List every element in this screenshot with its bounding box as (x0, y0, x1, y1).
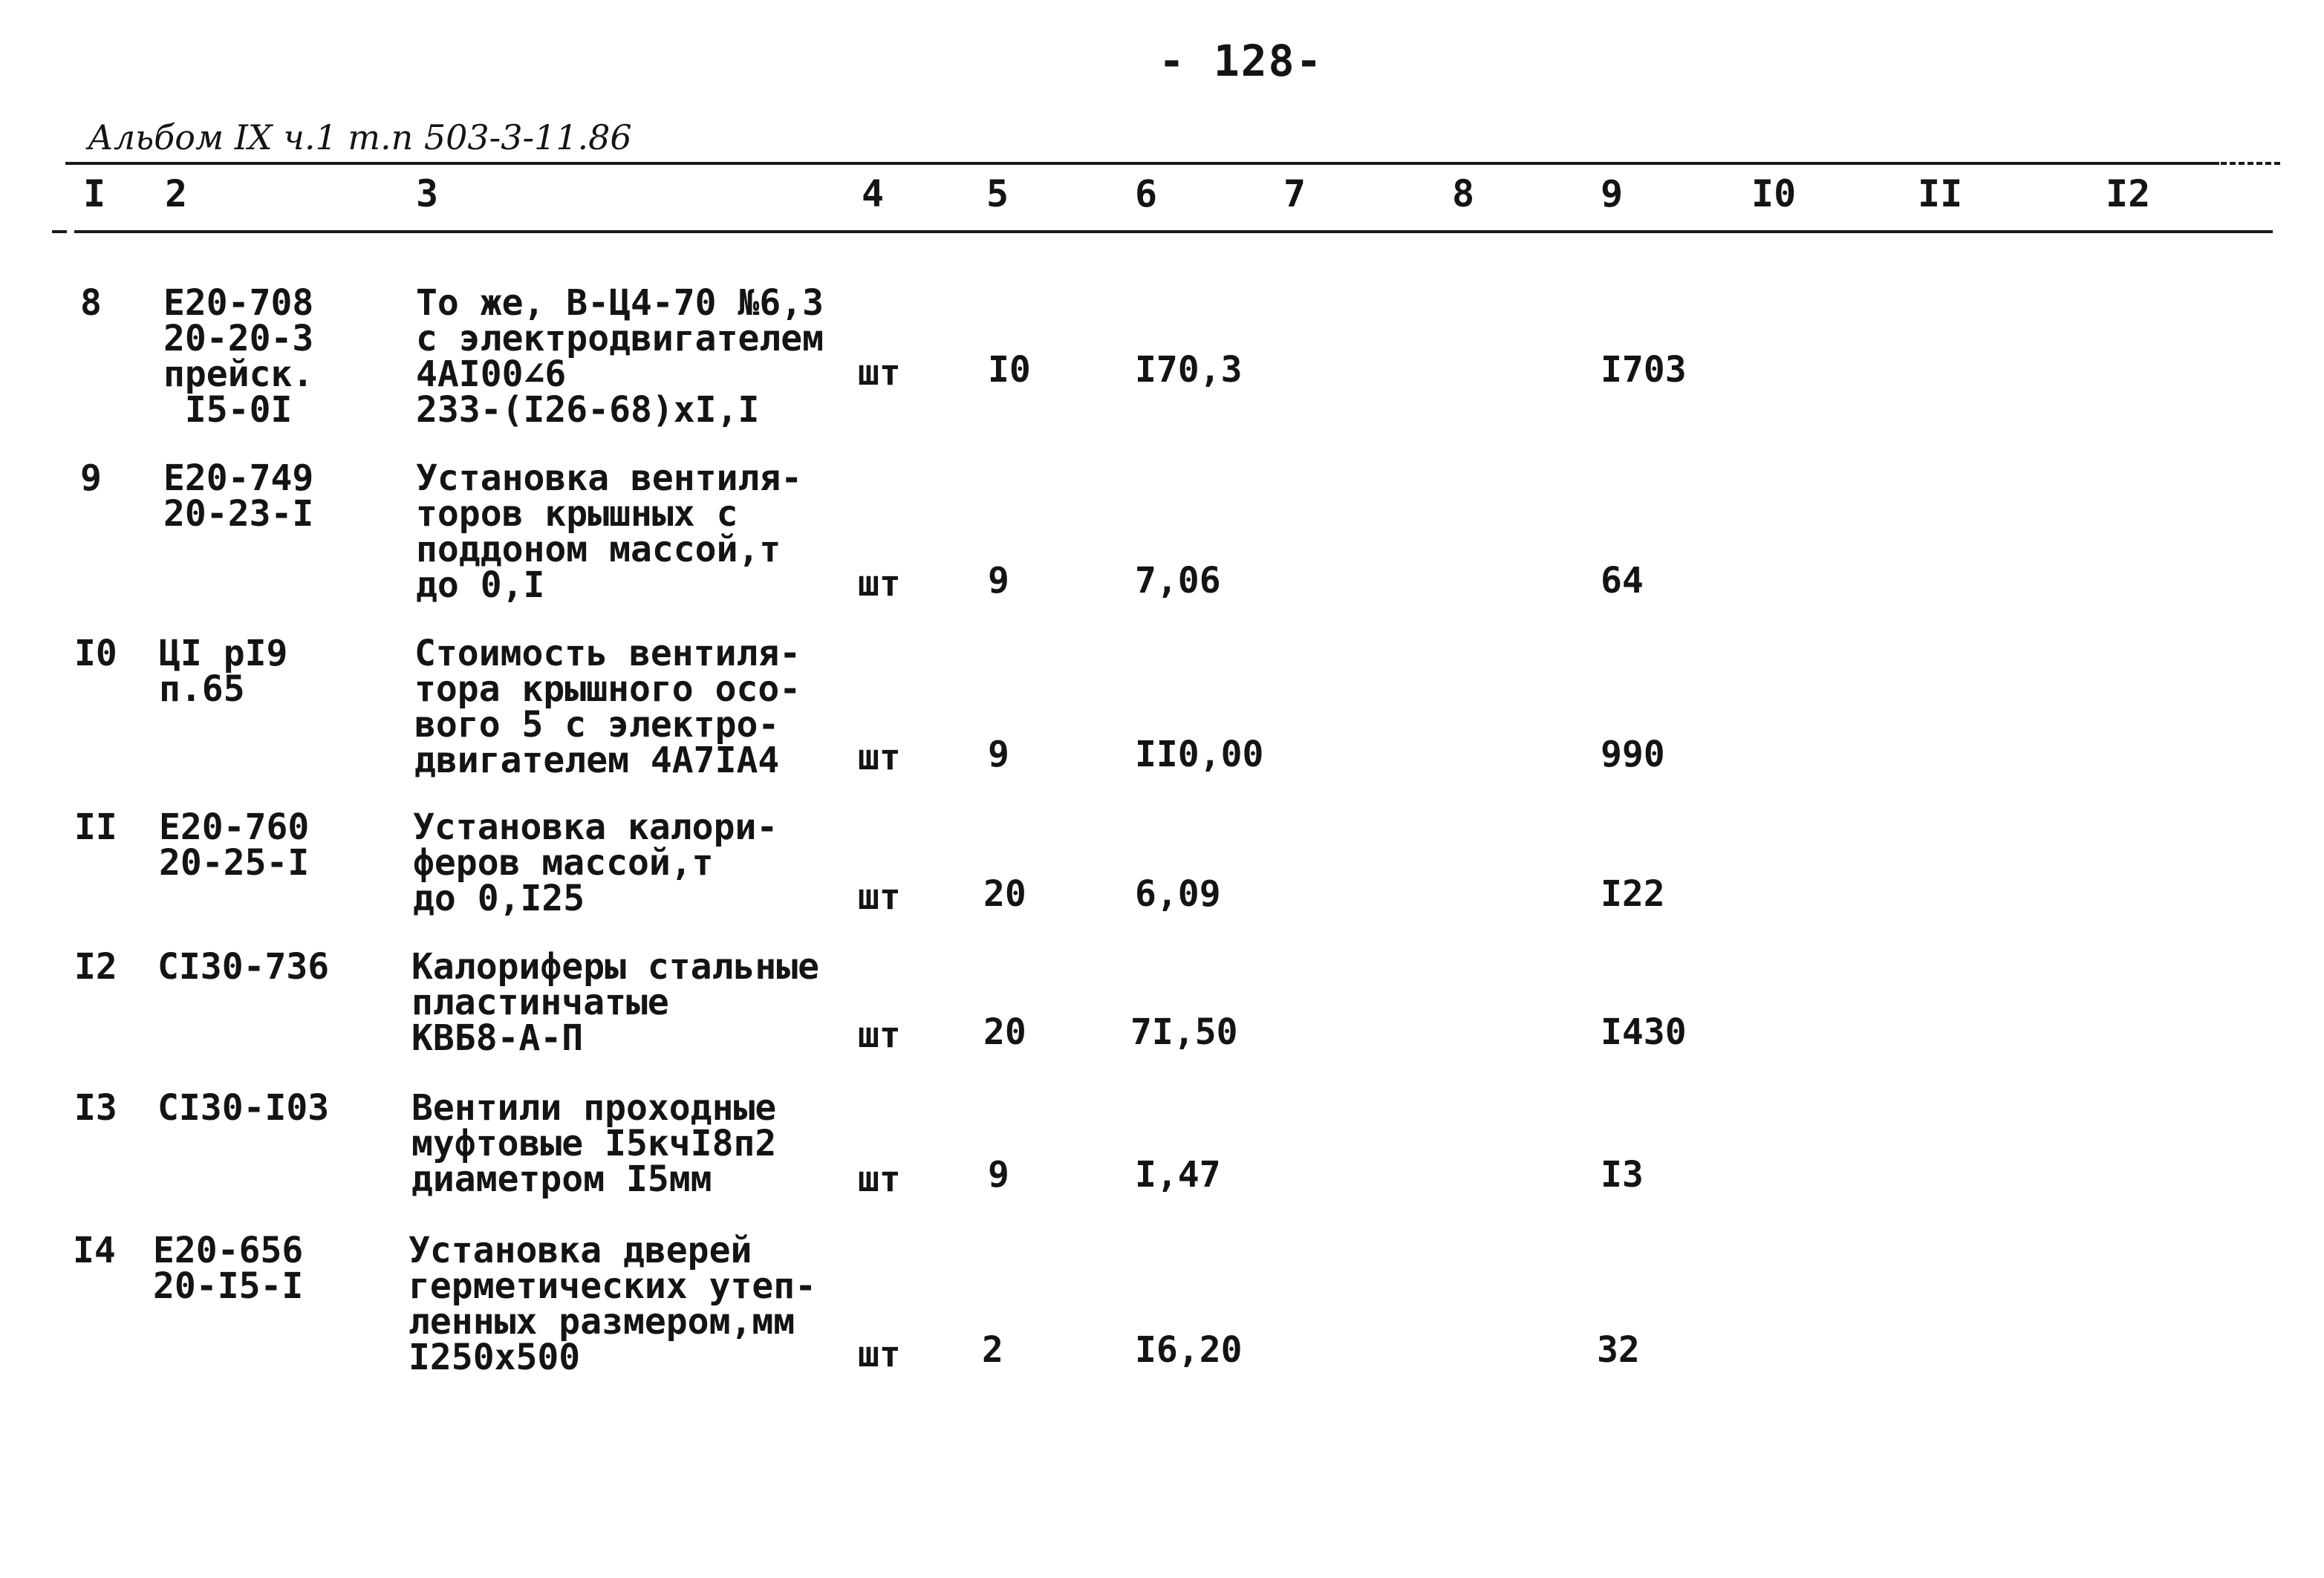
total-cost: 32 (1597, 1329, 1640, 1371)
unit-price: I,47 (1135, 1154, 1221, 1196)
item-description: Калориферы стальные пластинчатые KBБ8-A-П (411, 946, 820, 1059)
item-description: Установка вентиля- торов крышных с поддоном массой,т до 0,I (416, 457, 803, 606)
total-cost: I22 (1601, 873, 1665, 915)
unit: шт (858, 876, 901, 918)
column-header: I0 (1751, 172, 1797, 215)
column-header: I2 (2106, 172, 2151, 215)
unit-price: 6,09 (1135, 873, 1221, 915)
column-header: 3 (416, 172, 439, 215)
quantity: 2 (982, 1329, 1003, 1371)
unit: шт (858, 352, 901, 394)
item-description: Установка дверей герметических утеп- ленных размером,мм I250x500 (409, 1230, 817, 1378)
quantity: 9 (988, 560, 1009, 601)
quantity: 20 (983, 1011, 1026, 1053)
unit-price: II0,00 (1135, 734, 1264, 775)
norm-code: E20-760 20-25-I (159, 806, 310, 884)
total-cost: I703 (1601, 349, 1687, 391)
total-cost: I430 (1601, 1011, 1687, 1053)
item-description: То же, B-Ц4-70 №6,3 с электродвигателем 4AI00∠6 233-(I26-68)xI,I (416, 282, 824, 431)
norm-code: E20-749 20-23-I (163, 457, 314, 535)
norm-code: CI30-736 (157, 946, 330, 988)
column-header: 5 (986, 172, 1009, 215)
header-top-rule (65, 162, 2219, 165)
total-cost: 990 (1601, 734, 1665, 775)
norm-code: ЦI pI9 п.65 (159, 633, 288, 710)
unit-price: I70,3 (1135, 349, 1243, 391)
row-number: II (74, 806, 117, 848)
column-header: 4 (862, 172, 885, 215)
item-description: Стоимость вентиля- тора крышного осо- вого 5 с электро- двигателем 4A7IA4 (414, 633, 801, 781)
row-number: I3 (74, 1087, 117, 1129)
total-cost: I3 (1601, 1154, 1644, 1196)
unit-price: 7,06 (1135, 560, 1221, 601)
item-description: Вентили проходные муфтовые I5кчI8п2 диаметром I5мм (411, 1087, 777, 1200)
quantity: I0 (988, 349, 1031, 391)
total-cost: 64 (1601, 560, 1644, 601)
unit-price: I6,20 (1135, 1329, 1243, 1371)
row-number: I2 (74, 946, 117, 988)
unit: шт (858, 1158, 901, 1200)
unit: шт (858, 1014, 901, 1056)
unit: шт (858, 1334, 901, 1375)
column-header: 6 (1135, 172, 1158, 215)
header-bottom-rule-tick (52, 230, 67, 233)
quantity: 9 (988, 1154, 1009, 1196)
header-top-rule-tail (2221, 162, 2280, 165)
unit: шт (858, 737, 901, 778)
column-header: 7 (1283, 172, 1306, 215)
unit: шт (858, 563, 901, 604)
item-description: Установка калори- феров массой,т до 0,I25 (413, 806, 778, 919)
quantity: 9 (988, 734, 1009, 775)
row-number: 9 (80, 457, 102, 499)
column-header: I (83, 172, 106, 215)
row-number: I0 (74, 633, 117, 674)
row-number: I4 (73, 1230, 116, 1271)
album-reference: Альбом IX ч.1 т.п 503-3-11.86 (88, 117, 632, 157)
norm-code: E20-708 20-20-3 прейск. I5-0I (163, 282, 314, 431)
unit-price: 7I,50 (1130, 1011, 1238, 1053)
header-bottom-rule (74, 230, 2273, 233)
column-header: 9 (1601, 172, 1624, 215)
norm-code: CI30-I03 (157, 1087, 330, 1129)
column-header: 8 (1452, 172, 1475, 215)
row-number: 8 (80, 282, 102, 324)
norm-code: E20-656 20-I5-I (153, 1230, 304, 1307)
column-header: II (1918, 172, 1963, 215)
quantity: 20 (983, 873, 1026, 915)
page-number: - 128- (1159, 36, 1324, 86)
column-header: 2 (165, 172, 188, 215)
